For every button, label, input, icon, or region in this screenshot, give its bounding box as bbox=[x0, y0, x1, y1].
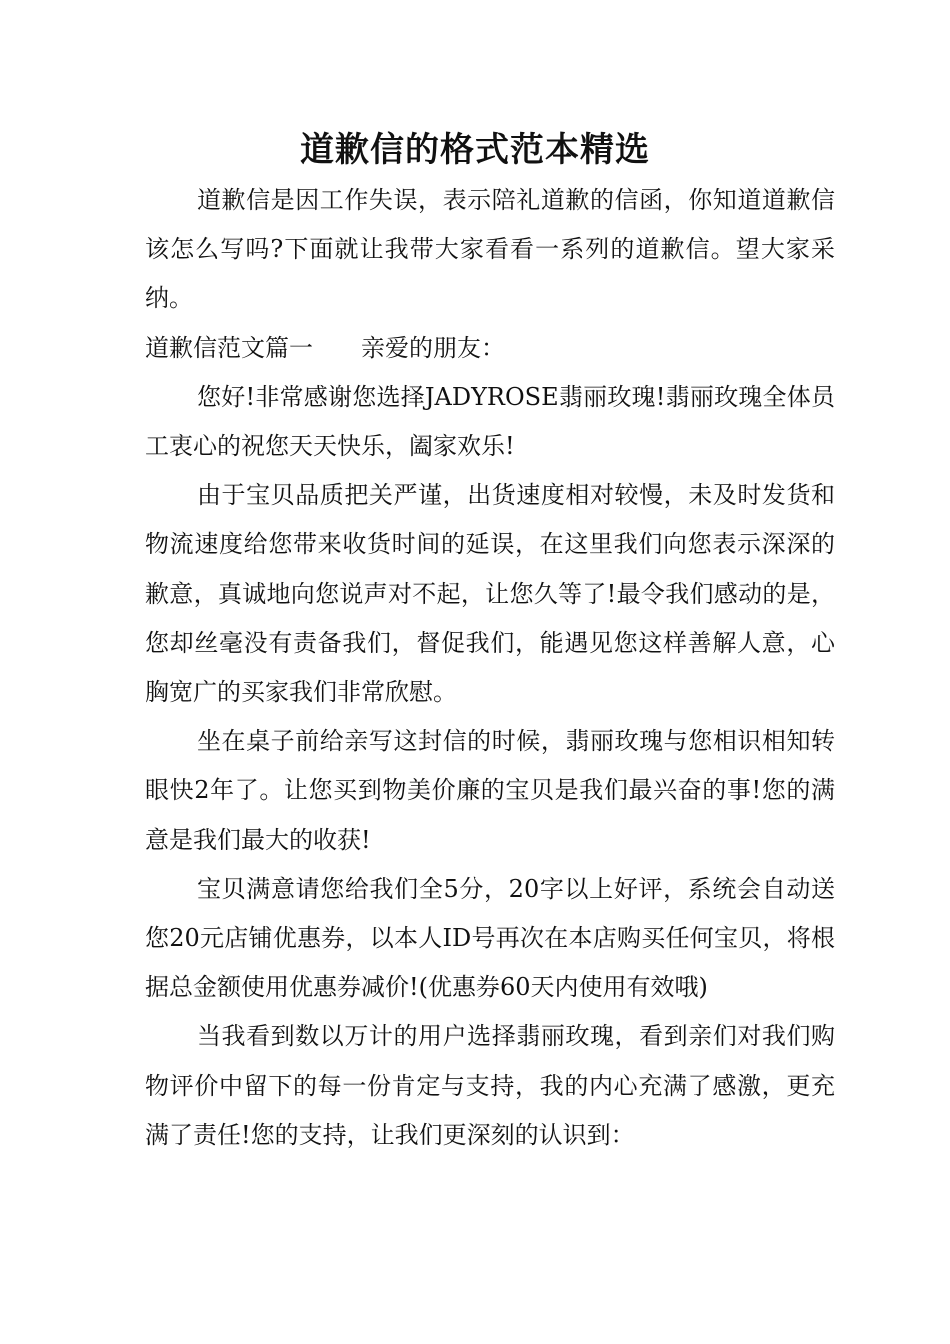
intro-paragraph: 道歉信是因工作失误，表示陪礼道歉的信函，你知道道歉信该怎么写吗?下面就让我带大家看看一系列的道歉信。望大家采纳。 bbox=[145, 186, 835, 313]
document-body bbox=[145, 176, 835, 1160]
body-paragraph-5: 当我看到数以万计的用户选择翡丽玫瑰，看到亲们对我们购物评价中留下的每一份肯定与支持，我的内心充满了感激，更充满了责任!您的支持，让我们更深刻的认识到： bbox=[145, 1022, 835, 1149]
body-paragraph-1: 您好!非常感谢您选择JADYROSE翡丽玫瑰!翡丽玫瑰全体员工衷心的祝您天天快乐，阖家欢乐! bbox=[145, 382, 835, 461]
section-heading: 道歉信范文篇一 bbox=[145, 333, 313, 362]
section-heading-line bbox=[145, 324, 835, 373]
body-paragraph-3: 坐在桌子前给亲写这封信的时候，翡丽玫瑰与您相识相知转眼快2年了。让您买到物美价廉的宝贝是我们最兴奋的事!您的满意是我们最大的收获! bbox=[145, 727, 835, 854]
body-paragraph-4: 宝贝满意请您给我们全5分，20字以上好评，系统会自动送您20元店铺优惠券，以本人ID号再次在本店购买任何宝贝，将根据总金额使用优惠券减价!(优惠券60天内使用有效哦) bbox=[145, 874, 835, 1002]
body-paragraph-2: 由于宝贝品质把关严谨，出货速度相对较慢，未及时发货和物流速度给您带来收货时间的延误，在这里我们向您表示深深的歉意，真诚地向您说声对不起，让您久等了!最令我们感动的是，您却丝毫没有责备我们，督促我们，能遇见您这样善解人意，心胸宽广的买家我们非常欣慰。 bbox=[145, 481, 835, 707]
salutation: 亲爱的朋友： bbox=[361, 333, 505, 362]
document-title: 道歉信的格式范本精选 bbox=[300, 130, 650, 170]
